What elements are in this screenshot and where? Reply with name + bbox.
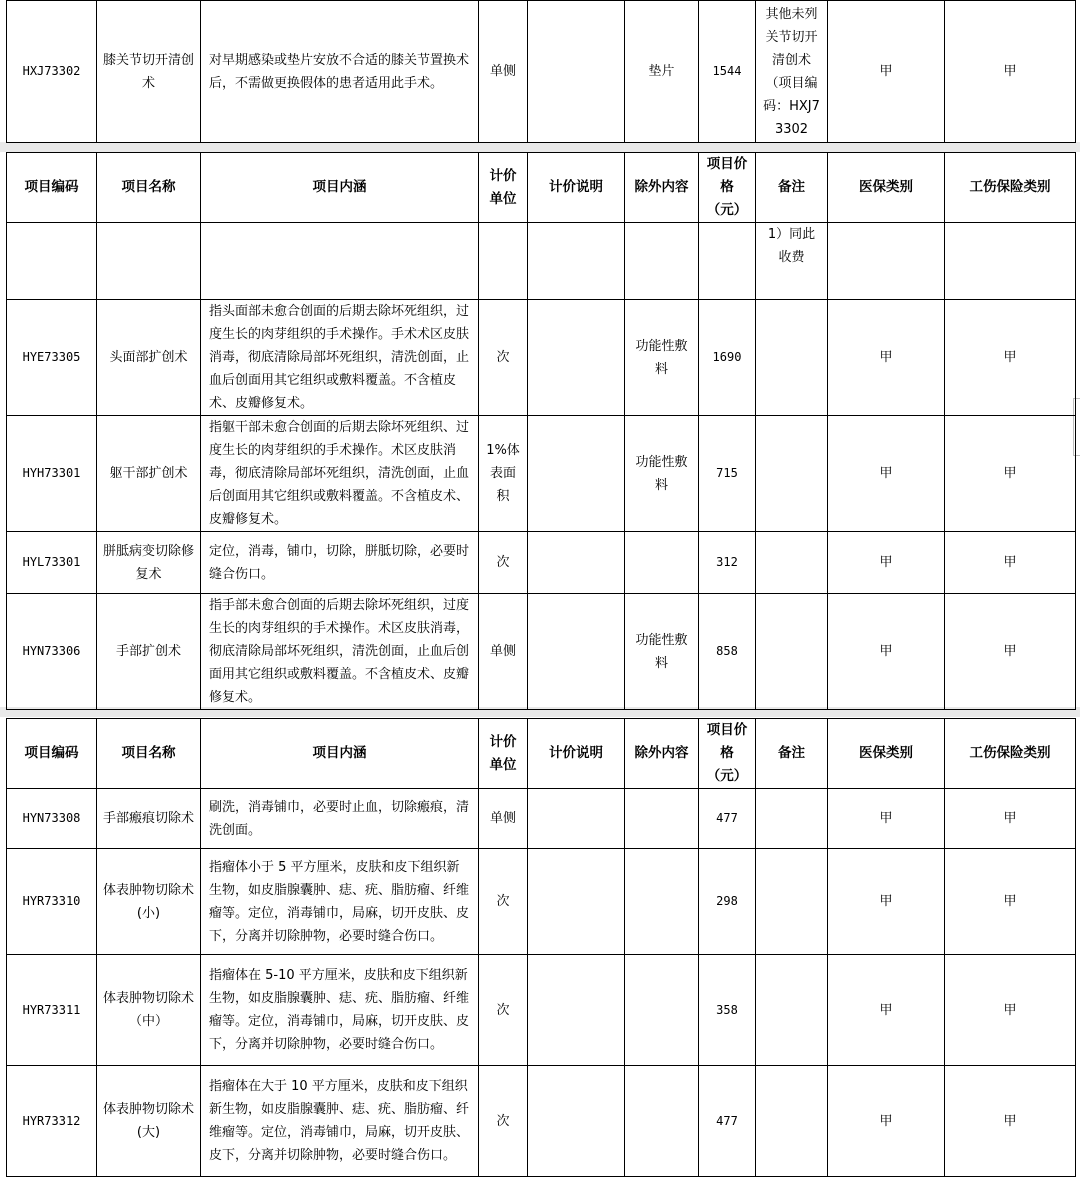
cell-name: 胼胝病变切除修复术	[97, 532, 201, 594]
cell-injury: 甲	[945, 300, 1076, 416]
header-content: 项目内涵	[201, 719, 479, 789]
cell-remark	[756, 416, 828, 532]
cell-injury: 甲	[945, 1066, 1076, 1177]
cell-remark	[756, 789, 828, 849]
cell-name: 膝关节切开清创术	[97, 1, 201, 143]
cell-med: 甲	[828, 1, 945, 143]
table-row	[7, 300, 1076, 416]
cell-unit	[479, 223, 528, 300]
header-note: 计价说明	[528, 153, 625, 223]
cell-remark	[756, 532, 828, 594]
cell-med: 甲	[828, 300, 945, 416]
cell-name	[97, 223, 201, 300]
cell-note	[528, 955, 625, 1066]
cell-note	[528, 300, 625, 416]
cell-unit: 次	[479, 955, 528, 1066]
cell-name: 手部扩创术	[97, 594, 201, 710]
header-code: 项目编码	[7, 719, 97, 789]
cell-content: 指瘤体在 5-10 平方厘米，皮肤和皮下组织新生物，如皮脂腺囊肿、痣、疣、脂肪瘤、纤维瘤等。定位，消毒铺巾，局麻，切开皮肤、皮下，分离并切除肿物，必要时缝合伤口。	[201, 955, 479, 1066]
table-row	[7, 849, 1076, 955]
cell-note	[528, 789, 625, 849]
cell-injury: 甲	[945, 594, 1076, 710]
cell-injury: 甲	[945, 789, 1076, 849]
header-price: 项目价格（元）	[699, 719, 756, 789]
table-row	[7, 1066, 1076, 1177]
cell-price: 858	[699, 594, 756, 710]
header-name: 项目名称	[97, 719, 201, 789]
cell-code: HYR73311	[7, 955, 97, 1066]
cell-med: 甲	[828, 594, 945, 710]
cell-note	[528, 1066, 625, 1177]
cell-name: 体表肿物切除术(大)	[97, 1066, 201, 1177]
cell-note	[528, 1, 625, 143]
cell-price	[699, 223, 756, 300]
header-med: 医保类别	[828, 719, 945, 789]
cell-unit: 次	[479, 300, 528, 416]
table-row	[7, 532, 1076, 594]
header-med: 医保类别	[828, 153, 945, 223]
cell-unit: 次	[479, 849, 528, 955]
cell-unit: 单侧	[479, 594, 528, 710]
cell-unit: 单侧	[479, 1, 528, 143]
cell-name: 手部瘢痕切除术	[97, 789, 201, 849]
cell-injury: 甲	[945, 849, 1076, 955]
cell-excl	[625, 955, 699, 1066]
header-unit: 计价单位	[479, 719, 528, 789]
cell-price: 477	[699, 789, 756, 849]
cell-code: HYN73306	[7, 594, 97, 710]
cell-note	[528, 594, 625, 710]
cell-remark	[756, 300, 828, 416]
cell-injury	[945, 223, 1076, 300]
cell-note	[528, 223, 625, 300]
cell-excl	[625, 1066, 699, 1177]
cell-remark: 1）同此收费	[756, 223, 828, 300]
cell-excl	[625, 532, 699, 594]
cell-name: 体表肿物切除术（中）	[97, 955, 201, 1066]
cell-injury: 甲	[945, 416, 1076, 532]
cell-code: HYR73310	[7, 849, 97, 955]
cell-note	[528, 849, 625, 955]
fee-table-fragment-3	[6, 718, 1080, 1177]
cell-unit: 次	[479, 532, 528, 594]
table-row	[7, 594, 1076, 710]
table-row	[7, 223, 1076, 300]
cell-code: HXJ73302	[7, 1, 97, 143]
header-price: 项目价格（元）	[699, 153, 756, 223]
cell-excl: 功能性敷料	[625, 416, 699, 532]
cell-unit: 1%体表面积	[479, 416, 528, 532]
cell-price: 715	[699, 416, 756, 532]
table-row	[7, 416, 1076, 532]
cell-remark	[756, 1066, 828, 1177]
cell-med: 甲	[828, 1066, 945, 1177]
header-code: 项目编码	[7, 153, 97, 223]
cell-content: 指头面部未愈合创面的后期去除坏死组织，过度生长的肉芽组织的手术操作。手术术区皮肤消毒，彻底清除局部坏死组织，清洗创面，止血后创面用其它组织或敷料覆盖。不含植皮术、皮瓣修复术。	[201, 300, 479, 416]
cell-med	[828, 223, 945, 300]
cell-med: 甲	[828, 955, 945, 1066]
header-name: 项目名称	[97, 153, 201, 223]
fragment-separator	[0, 142, 1080, 152]
cell-excl: 功能性敷料	[625, 300, 699, 416]
cell-injury: 甲	[945, 955, 1076, 1066]
cell-content	[201, 223, 479, 300]
cell-injury: 甲	[945, 532, 1076, 594]
cell-excl: 垫片	[625, 1, 699, 143]
cell-content: 对早期感染或垫片安放不合适的膝关节置换术后，不需做更换假体的患者适用此手术。	[201, 1, 479, 143]
cell-code: HYH73301	[7, 416, 97, 532]
cell-remark: 其他未列关节切开清创术（项目编码：HXJ73302	[756, 1, 828, 143]
cell-med: 甲	[828, 789, 945, 849]
header-injury: 工伤保险类别	[945, 719, 1076, 789]
cell-code: HYN73308	[7, 789, 97, 849]
cell-price: 358	[699, 955, 756, 1066]
cell-name: 头面部扩创术	[97, 300, 201, 416]
cell-content: 指瘤体在大于 10 平方厘米，皮肤和皮下组织新生物，如皮脂腺囊肿、痣、疣、脂肪瘤、纤维瘤等。定位，消毒铺巾，局麻，切开皮肤、皮下，分离并切除肿物，必要时缝合伤口。	[201, 1066, 479, 1177]
header-injury: 工伤保险类别	[945, 153, 1076, 223]
cell-med: 甲	[828, 532, 945, 594]
cell-remark	[756, 849, 828, 955]
fee-table-fragment-2	[6, 152, 1080, 710]
fee-table-fragment-1	[6, 0, 1080, 143]
header-unit: 计价单位	[479, 153, 528, 223]
cell-unit: 单侧	[479, 789, 528, 849]
table-header-row	[7, 719, 1076, 789]
fee-table	[6, 0, 1076, 143]
cell-content: 刷洗，消毒铺巾，必要时止血，切除瘢痕，清洗创面。	[201, 789, 479, 849]
cell-unit: 次	[479, 1066, 528, 1177]
cell-name: 躯干部扩创术	[97, 416, 201, 532]
cell-remark	[756, 594, 828, 710]
header-remark: 备注	[756, 153, 828, 223]
cell-injury: 甲	[945, 1, 1076, 143]
cell-excl	[625, 849, 699, 955]
cell-excl	[625, 789, 699, 849]
header-content: 项目内涵	[201, 153, 479, 223]
cell-med: 甲	[828, 416, 945, 532]
cell-excl	[625, 223, 699, 300]
cell-code	[7, 223, 97, 300]
fee-table	[6, 152, 1076, 710]
table-row	[7, 955, 1076, 1066]
cell-price: 1544	[699, 1, 756, 143]
header-remark: 备注	[756, 719, 828, 789]
cell-med: 甲	[828, 849, 945, 955]
header-excl: 除外内容	[625, 719, 699, 789]
cell-excl: 功能性敷料	[625, 594, 699, 710]
table-header-row	[7, 153, 1076, 223]
cell-content: 指手部未愈合创面的后期去除坏死组织，过度生长的肉芽组织的手术操作。术区皮肤消毒，彻底清除局部坏死组织，清洗创面，止血后创面用其它组织或敷料覆盖。不含植皮术、皮瓣修复术。	[201, 594, 479, 710]
table-row	[7, 789, 1076, 849]
header-note: 计价说明	[528, 719, 625, 789]
cell-note	[528, 532, 625, 594]
cell-code: HYL73301	[7, 532, 97, 594]
cell-price: 312	[699, 532, 756, 594]
header-excl: 除外内容	[625, 153, 699, 223]
cell-content: 指躯干部未愈合创面的后期去除坏死组织、过度生长的肉芽组织的手术操作。术区皮肤消毒，彻底清除局部坏死组织，清洗创面，止血后创面用其它组织或敷料覆盖。不含植皮术、皮瓣修复术。	[201, 416, 479, 532]
cell-name: 体表肿物切除术(小)	[97, 849, 201, 955]
fee-table	[6, 718, 1076, 1177]
cell-content: 定位，消毒，铺巾，切除，胼胝切除，必要时缝合伤口。	[201, 532, 479, 594]
cell-remark	[756, 955, 828, 1066]
table-row	[7, 1, 1076, 143]
cell-code: HYE73305	[7, 300, 97, 416]
cell-note	[528, 416, 625, 532]
cell-content: 指瘤体小于 5 平方厘米，皮肤和皮下组织新生物，如皮脂腺囊肿、痣、疣、脂肪瘤、纤维瘤等。定位，消毒铺巾，局麻，切开皮肤、皮下，分离并切除肿物，必要时缝合伤口。	[201, 849, 479, 955]
cell-code: HYR73312	[7, 1066, 97, 1177]
cell-price: 298	[699, 849, 756, 955]
cell-price: 477	[699, 1066, 756, 1177]
cell-price: 1690	[699, 300, 756, 416]
